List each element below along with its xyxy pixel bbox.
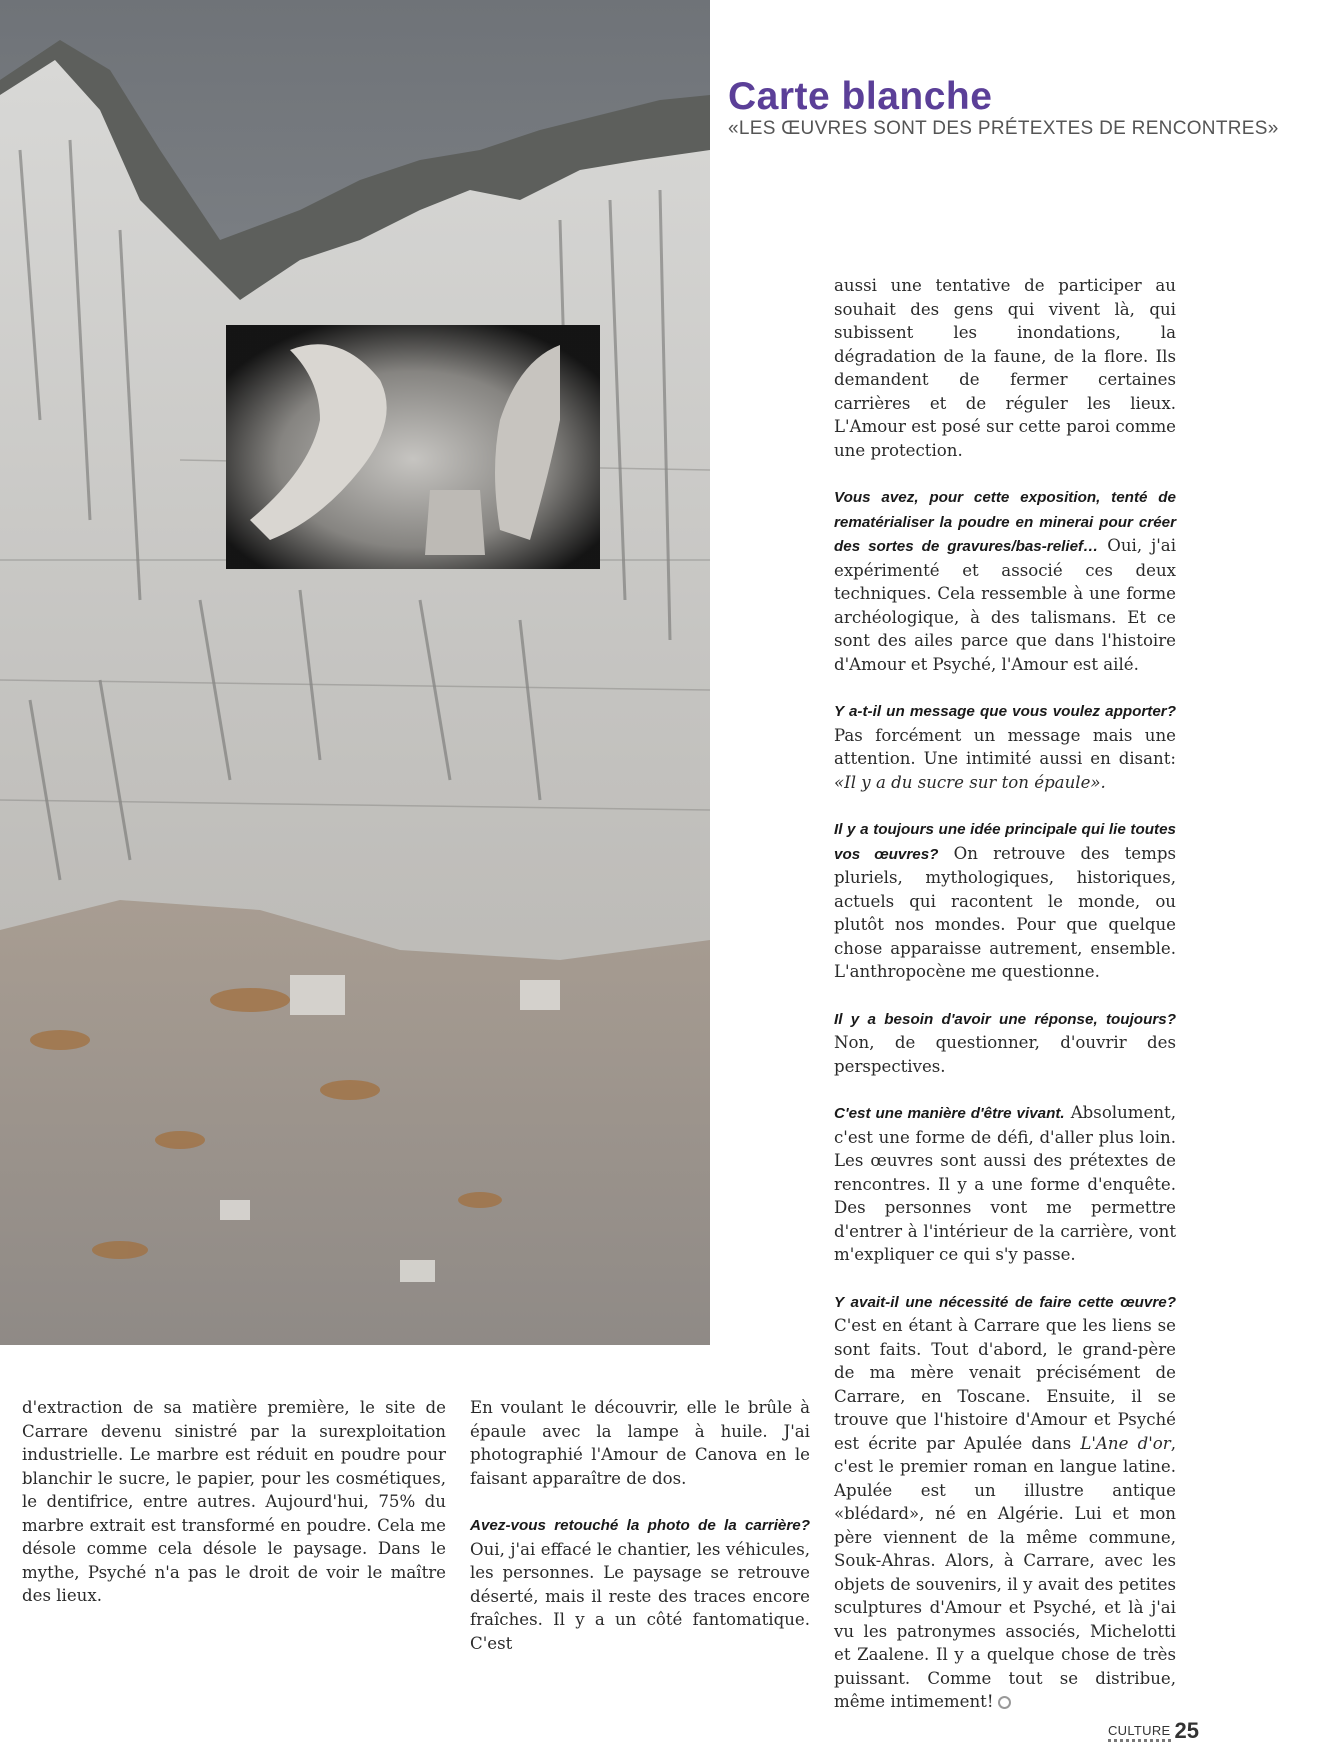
footer-section-label: CULTURE — [1108, 1724, 1171, 1742]
qa-paragraph: Il y a besoin d'avoir une réponse, toujours? Non, de questionner, d'ouvrir des perspectives. — [834, 1010, 1176, 1076]
qa-paragraph: Il y a toujours une idée principale qui lie toutes vos œuvres? On retrouve des temps pluriels, mythologiques, historiques, actuels qui racontent le monde, ou plutôt nos mondes. Pour que quelque chose apparaisse autrement, ensemble. L'anthropocène me questionne. — [834, 821, 1176, 981]
question: C'est une manière d'être vivant. — [834, 1105, 1065, 1122]
right-column — [834, 274, 1176, 1737]
question: Il y a besoin d'avoir une réponse, toujours? — [834, 1010, 1176, 1028]
qa-paragraph: Vous avez, pour cette exposition, tenté de rematérialiser la poudre en minerai pour créer des sortes de gravures/bas-relief… Oui, j'ai expérimenté et associé ces deux techniques. Cela ressemble à une forme archéologique, à des talismans. Et ce sont des ailes parce que dans l'histoire d'Amour et Psyché, l'Amour est ailé. — [834, 489, 1176, 674]
bottom-middle-column — [470, 1396, 810, 1678]
winged-statue-inset — [226, 325, 600, 569]
question: Y avait-il une nécessité de faire cette œuvre? — [834, 1293, 1176, 1311]
qa-paragraph: Y a-t-il un message que vous voulez apporter? Pas forcément un message mais une attention. Une intimité aussi en disant: «Il y a du sucre sur ton épaule». — [834, 703, 1176, 792]
qa-paragraph: Avez-vous retouché la photo de la carrière? Oui, j'ai effacé le chantier, les véhicules, les personnes. Le paysage se retrouve déserté, mais il reste des traces encore fraîches. Il y a un côté fantomatique. C'est — [470, 1517, 810, 1653]
page-number: 25 — [1174, 1718, 1199, 1743]
marble-quarry-photo — [0, 0, 710, 1345]
page-footer — [1108, 1720, 1199, 1742]
question: Il y a toujours une idée principale qui lie toutes vos œuvres? — [834, 821, 1176, 863]
book-title: L'Ane d'or — [1080, 1433, 1171, 1453]
article-header — [728, 75, 1279, 140]
question: Y a-t-il un message que vous voulez apporter? — [834, 703, 1176, 720]
section-title: Carte blanche — [728, 75, 993, 118]
quote: «Il y a du sucre sur ton épaule». — [834, 772, 1106, 792]
paragraph: En voulant le découvrir, elle le brûle à épaule avec la lampe à huile. J'ai photographié l'Amour de Canova en le faisant apparaître de dos. — [470, 1398, 810, 1488]
question: Vous avez, pour cette exposition, tenté de rematérialiser la poudre en minerai pour créer des sortes de gravures/bas-relief… — [834, 489, 1176, 555]
bottom-left-column — [22, 1396, 446, 1631]
qa-paragraph: C'est une manière d'être vivant. Absolument, c'est une forme de défi, d'aller plus loin. Les œuvres sont aussi des prétextes de rencontres. Il y a une forme d'enquête. Des personnes vont me permettre d'entrer à l'intérieur de la carrière, vont m'expliquer ce qui s'y passe. — [834, 1103, 1176, 1264]
qa-paragraph: Y avait-il une nécessité de faire cette œuvre? C'est en étant à Carrare que les liens se sont faits. Tout d'abord, le grand-père de ma mère venait précisément de Carrare, en Toscane. Ensuite, il se trouve que l'histoire d'Amour et Psyché est écrite par Apulée dans L'Ane d'or, c'est le premier roman en langue latine. Apulée est un illustre antique «blédard», né en Algérie. Lui et mon père viennent de la même commune, Souk-Ahras. Alors, à Carrare, avec les objets de souvenirs, il y avait des petites sculptures d'Amour et Psyché, et là j'ai vu les patronymes associés, Michelotti et Zaalene. Il y a quelque chose de très puissant. Comme tout se distribue, même intimement! — [834, 1293, 1177, 1711]
paragraph: aussi une tentative de participer au souhait des gens qui vivent là, qui subissent les inondations, la dégradation de la faune, de la flore. Ils demandent de fermer certaines carrières et de réguler les lieux. L'Amour est posé sur cette paroi comme une protection. — [834, 276, 1176, 460]
section-subtitle: «LES ŒUVRES SONT DES PRÉTEXTES DE RENCONTRES» — [728, 118, 1279, 139]
paragraph: d'extraction de sa matière première, le site de Carrare devenu sinistré par la surexploitation industrielle. Le marbre est réduit en poudre pour blanchir le sucre, le papier, pour les cosmétiques, le dentifrice, entre autres. Aujourd'hui, 75% du marbre extrait est transformé en poudre. Cela me désole comme cela désole le paysage. Dans le mythe, Psyché n'a pas le droit de voir le maître des lieux. — [22, 1398, 446, 1605]
question: Avez-vous retouché la photo de la carrière? — [470, 1517, 810, 1534]
end-of-article-icon — [998, 1696, 1011, 1709]
